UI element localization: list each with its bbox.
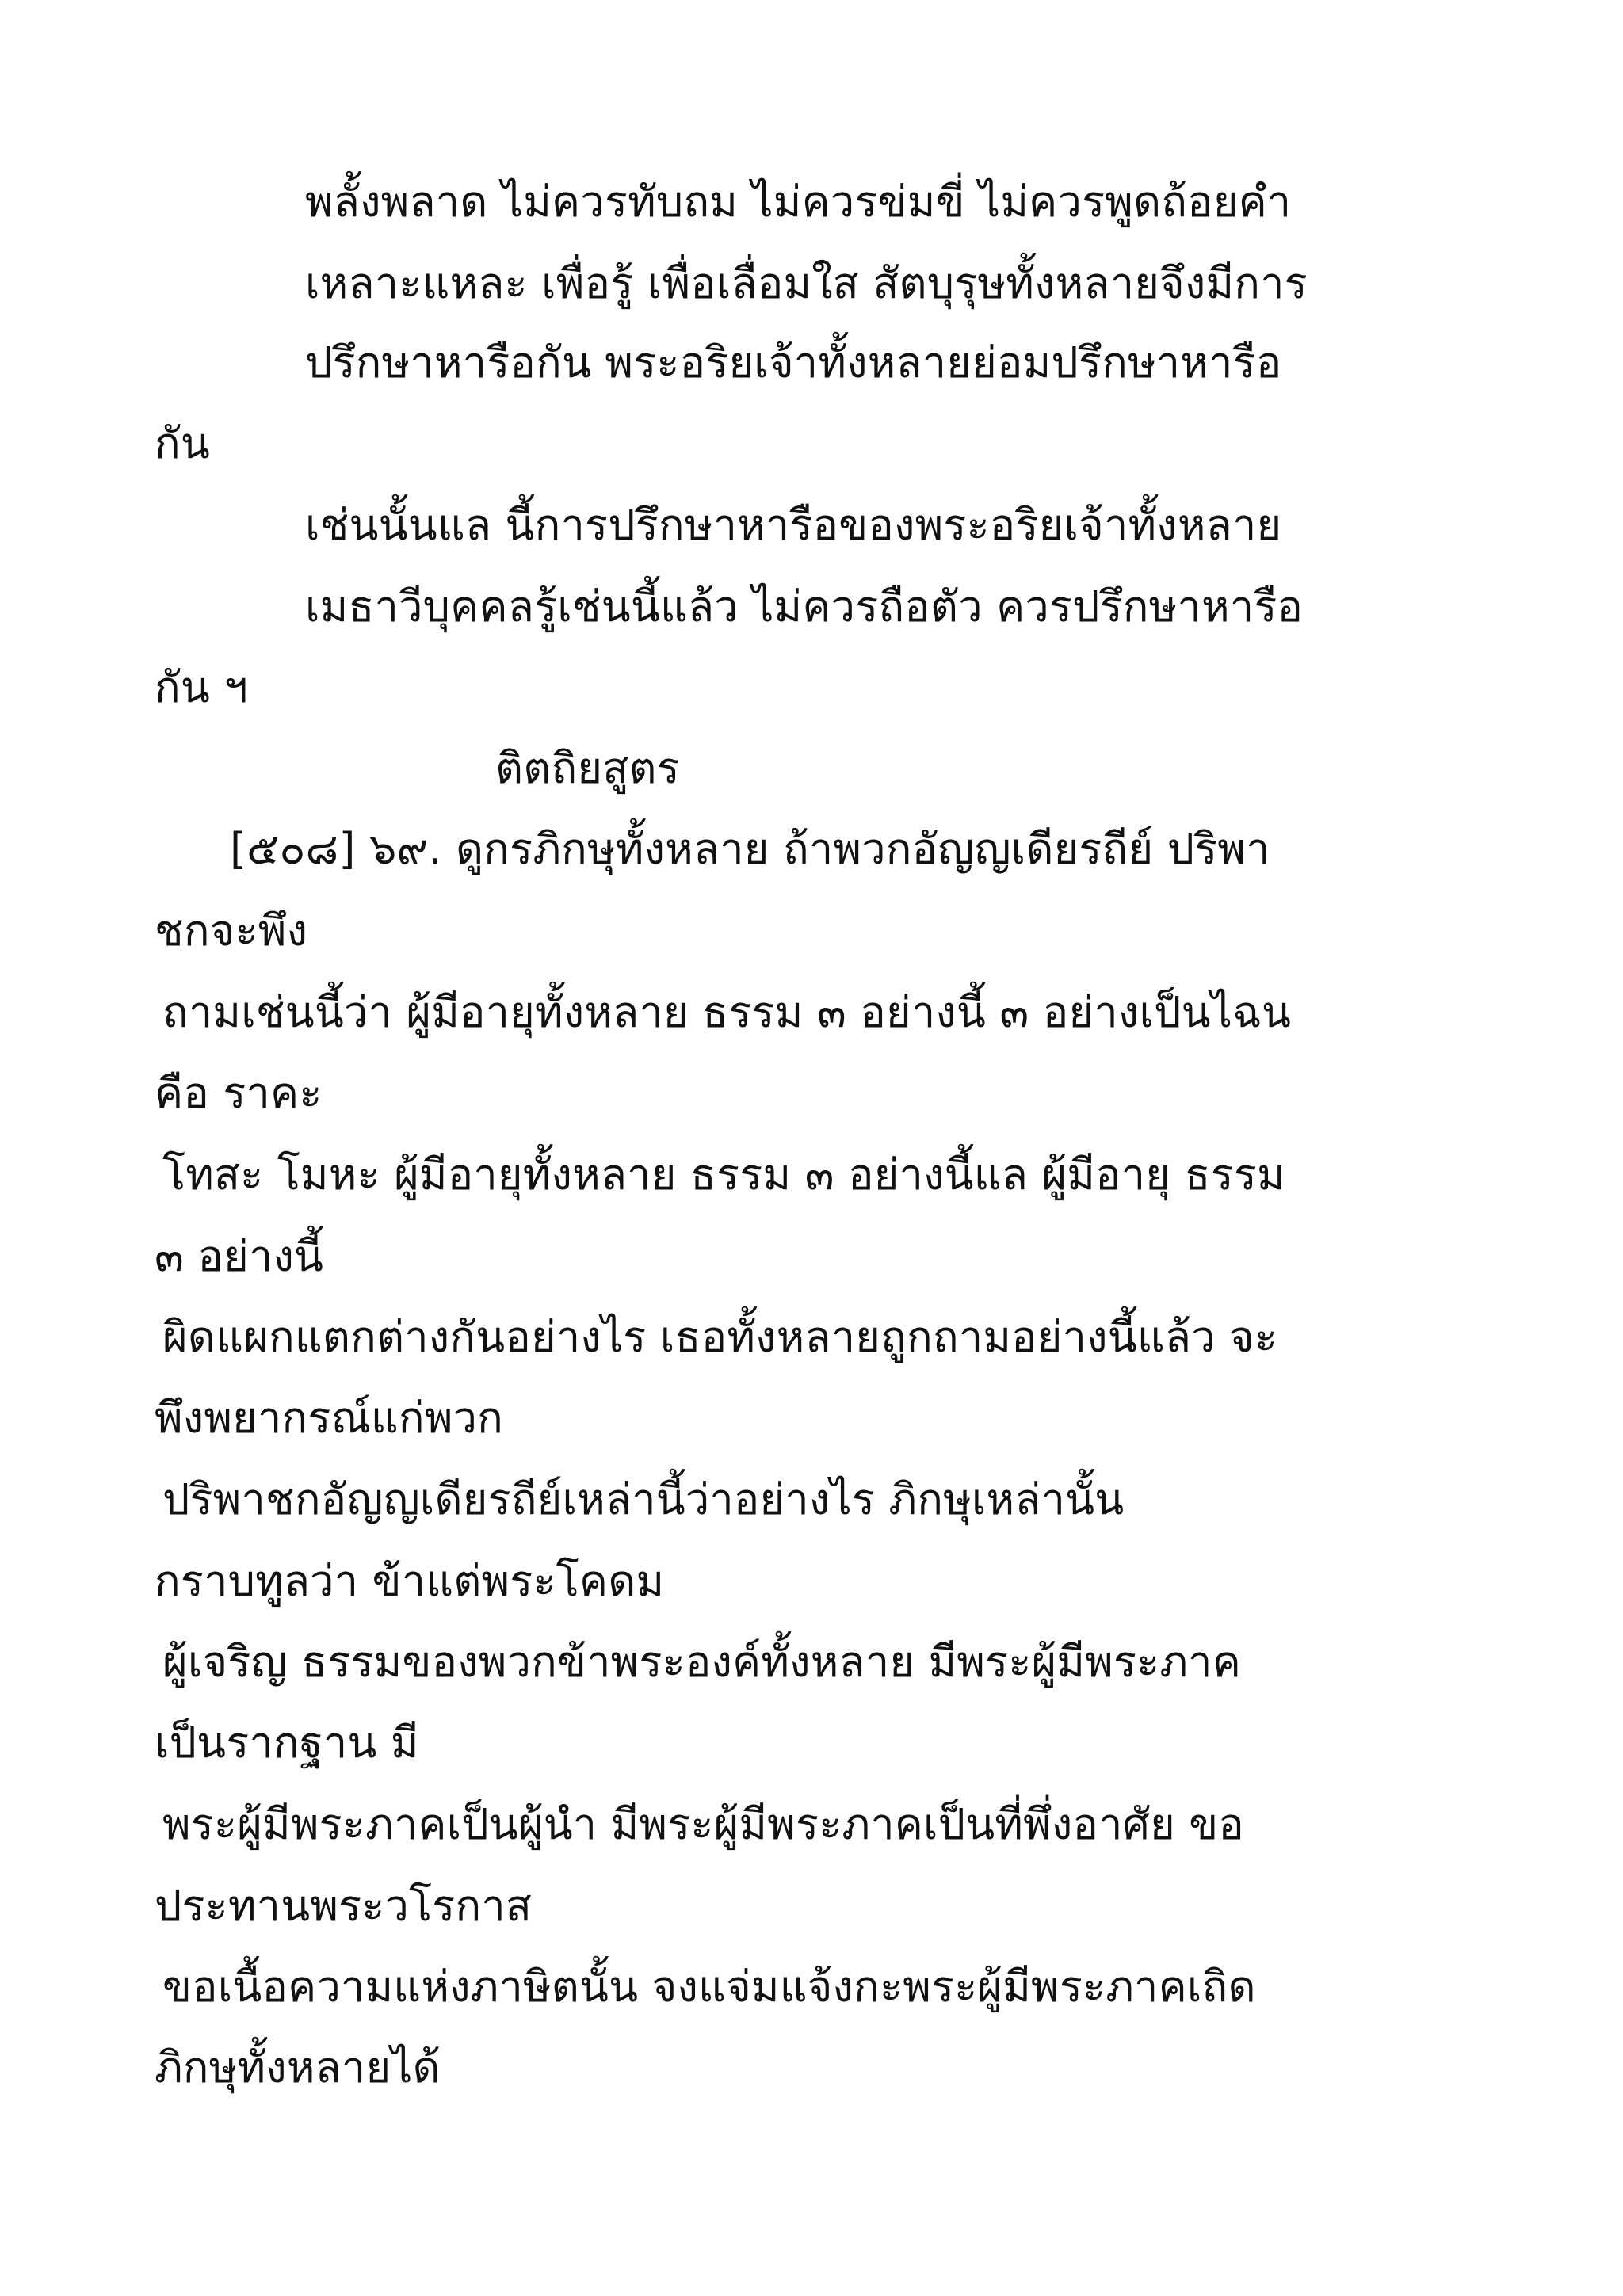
text-line: ประทานพระวโรกาส bbox=[155, 1881, 533, 1931]
text-line: เป็นรากฐาน มี bbox=[155, 1718, 419, 1768]
text-line: กัน ฯ bbox=[155, 662, 248, 712]
text-line: ถามเช่นนี้ว่า ผู้มีอายุทั้งหลาย ธรรม ๓ อย่างนี้ ๓ อย่างเป็นไฉน bbox=[162, 987, 1292, 1037]
text-line: พระผู้มีพระภาคเป็นผู้นำ มีพระผู้มีพระภาคเป็นที่พึ่งอาศัย ขอ bbox=[162, 1799, 1245, 1849]
text-line: เช่นนั้นแล นี้การปรึกษาหารือของพระอริยเจ้าทั้งหลาย bbox=[305, 500, 1282, 550]
text-line: กราบทูลว่า ข้าแต่พระโคดม bbox=[155, 1556, 665, 1606]
text-line: พึงพยากรณ์แก่พวก bbox=[155, 1393, 504, 1443]
text-line: กัน bbox=[155, 418, 211, 468]
text-line: ๓ อย่างนี้ bbox=[155, 1231, 324, 1281]
section-title: ติตถิยสูตร bbox=[495, 743, 680, 793]
text-line: โทสะ โมหะ ผู้มีอายุทั้งหลาย ธรรม ๓ อย่างนี้แล ผู้มีอายุ ธรรม bbox=[162, 1150, 1285, 1199]
text-line: ภิกษุทั้งหลายได้ bbox=[155, 2042, 441, 2092]
text-line: ผิดแผกแตกต่างกันอย่างไร เธอทั้งหลายถูกถามอย่างนี้แล้ว จะ bbox=[162, 1312, 1278, 1362]
text-line: ขอเนื้อความแห่งภาษิตนั้น จงแจ่มแจ้งกะพระผู้มีพระภาคเถิด bbox=[162, 1962, 1256, 2012]
text-line: ชกจะพึง bbox=[155, 906, 308, 955]
text-line: ปรึกษาหารือกัน พระอริยเจ้าทั้งหลายย่อมปรึกษาหารือ bbox=[305, 338, 1282, 387]
text-line: คือ ราคะ bbox=[155, 1068, 323, 1118]
text-line: พลั้งพลาด ไม่ควรทับถม ไม่ควรข่มขี่ ไม่ควรพูดถ้อยคำ bbox=[305, 177, 1292, 227]
text-line: เมธาวีบุคคลรู้เช่นนี้แล้ว ไม่ควรถือตัว ควรปรึกษาหารือ bbox=[305, 582, 1304, 631]
text-line: ผู้เจริญ ธรรมของพวกข้าพระองค์ทั้งหลาย มีพระผู้มีพระภาค bbox=[162, 1637, 1242, 1687]
text-line: เหลาะแหละ เพื่อรู้ เพื่อเลื่อมใส สัตบุรุษทั้งหลายจึงมีการ bbox=[305, 258, 1308, 308]
text-line: ปริพาชกอัญญเดียรถีย์เหล่านี้ว่าอย่างไร ภิกษุเหล่านั้น bbox=[162, 1474, 1125, 1524]
text-line: [๕๐๘] ๖๙. ดูกรภิกษุทั้งหลาย ถ้าพวกอัญญเดียรถีย์ ปริพา bbox=[230, 824, 1270, 874]
